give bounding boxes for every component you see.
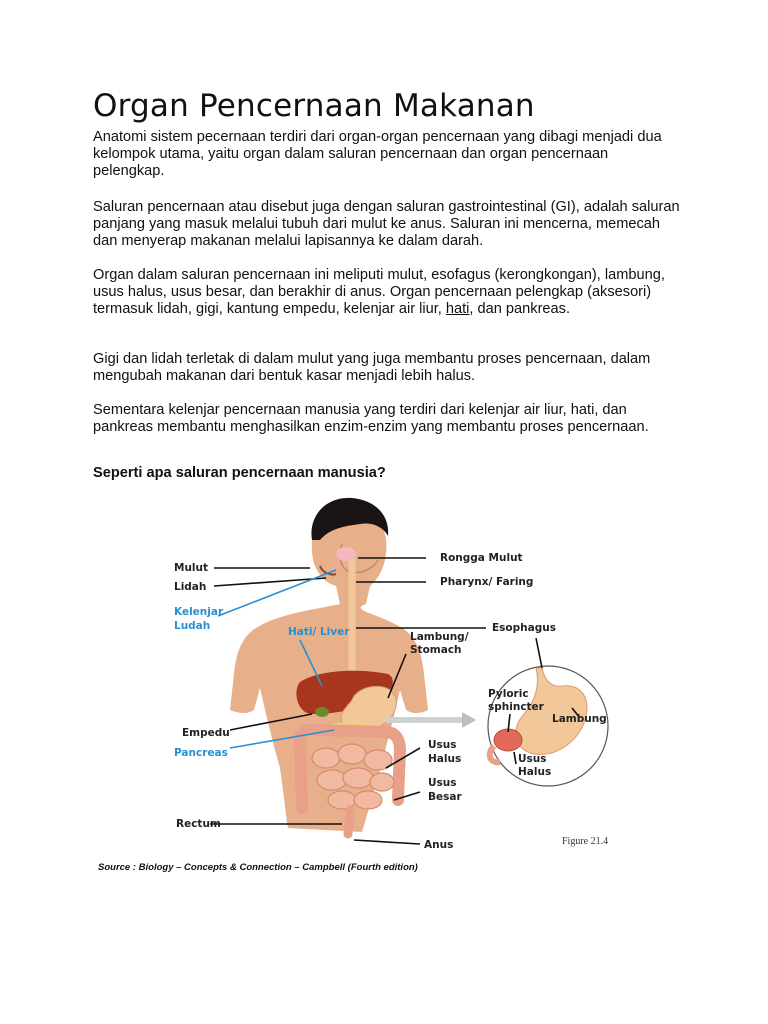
label-pancreas: Pancreas — [174, 747, 228, 759]
paragraph-organs-text-a: Organ dalam saluran pencernaan ini meliputi mulut, esofagus (kerongkongan), lambung, usus halus, usus besar, dan berakhir di anus. Organ pencernaan pelengkap (aksesori) termasuk lidah, gigi, kantung empedu, kelenjar air liur, — [93, 267, 665, 317]
label-inset-lambung: Lambung — [552, 713, 607, 725]
label-esophagus: Esophagus — [492, 622, 556, 634]
label-lambung-1: Lambung/ — [410, 631, 469, 643]
hati-link[interactable]: hati — [445, 300, 470, 317]
label-lidah: Lidah — [174, 581, 207, 593]
rectum-shape — [348, 810, 350, 834]
digestive-system-figure — [90, 478, 620, 876]
label-pyloric-1: Pyloric — [488, 688, 529, 700]
figure-source: Source : Biology – Concepts & Connection – Campbell (Fourth edition) — [98, 862, 418, 873]
figure-subheading: Seperti apa saluran pencernaan manusia? — [93, 465, 386, 481]
figure-number: Figure 21.4 — [562, 836, 609, 847]
label-kelenjar-2: Ludah — [174, 620, 211, 632]
label-hati: Hati/ Liver — [288, 626, 350, 638]
label-usus-halus-1: Usus — [428, 739, 457, 751]
digestive-diagram — [90, 478, 620, 876]
label-inset-usus-2: Halus — [518, 766, 552, 778]
paragraph-organs-text-b: , dan pankreas. — [469, 300, 571, 317]
label-anus: Anus — [424, 839, 454, 851]
paragraph-organs — [93, 267, 683, 317]
label-usus-halus-2: Halus — [428, 753, 462, 765]
pyloric-sphincter-shape — [494, 729, 522, 751]
label-empedu: Empedu — [182, 727, 230, 739]
label-kelenjar-1: Kelenjar — [174, 606, 224, 618]
label-rongga-mulut: Rongga Mulut — [440, 552, 523, 564]
gallbladder-shape — [315, 707, 329, 717]
label-inset-usus-1: Usus — [518, 753, 547, 765]
paragraph-gi-tract: Saluran pencernaan atau disebut juga dengan saluran gastrointestinal (GI), adalah saluran panjang yang masuk melalui tubuh dari mulut ke anus. Saluran ini mencerna, memecah dan menyerap makanan melalui lapisannya ke dalam darah. — [93, 199, 680, 249]
paragraph-glands: Sementara kelenjar pencernaan manusia yang terdiri dari kelenjar air liur, hati, dan pankreas membantu menghasilkan enzim-enzim yang membantu proses pencernaan. — [93, 402, 649, 435]
label-rectum: Rectum — [176, 818, 221, 830]
label-usus-besar-2: Besar — [428, 791, 462, 803]
label-lambung-2: Stomach — [410, 644, 462, 656]
label-usus-besar-1: Usus — [428, 777, 457, 789]
label-mulut: Mulut — [174, 562, 209, 574]
paragraph-intro: Anatomi sistem pecernaan terdiri dari organ-organ pencernaan yang dibagi menjadi dua kelompok utama, yaitu organ dalam saluran pencernaan dan organ pencernaan pelengkap. — [93, 129, 662, 179]
label-pyloric-2: sphincter — [488, 701, 544, 713]
page-title: Organ Pencernaan Makanan — [93, 88, 535, 124]
inset-arrow-head — [462, 712, 476, 728]
paragraph-teeth-tongue: Gigi dan lidah terletak di dalam mulut yang juga membantu proses pencernaan, dalam mengubah makanan dari bentuk kasar menjadi lebih halus. — [93, 351, 651, 384]
oral-cavity — [336, 547, 356, 561]
label-pharynx: Pharynx/ Faring — [440, 576, 534, 588]
